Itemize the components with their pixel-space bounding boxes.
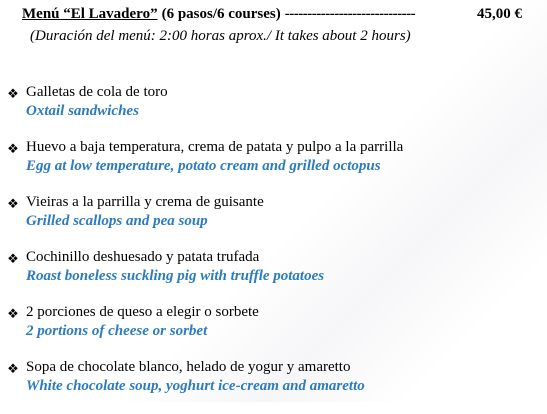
menu-duration: (Duración del menú: 2:00 horas aprox./ It takes about 2 hours) [30, 28, 411, 44]
course-name-spanish: Sopa de chocolate blanco, helado de yogur y amaretto [26, 359, 351, 375]
course-name-english: Grilled scallops and pea soup [26, 213, 208, 229]
course-name-spanish: Cochinillo deshuesado y patata trufada [26, 249, 260, 265]
diamond-bullet-icon: ❖ [7, 196, 19, 211]
diamond-bullet-icon: ❖ [7, 306, 19, 321]
course-name-spanish: Vieiras a la parrilla y crema de guisante [26, 194, 264, 210]
diamond-bullet-icon: ❖ [7, 141, 19, 156]
course-item [0, 139, 547, 194]
course-item [0, 249, 547, 304]
menu-steps: (6 pasos/6 courses) [161, 6, 281, 22]
course-name-english: Egg at low temperature, potato cream and grilled octopus [26, 158, 381, 174]
menu-leader-dashes: ----------------------------- [284, 6, 416, 22]
diamond-bullet-icon: ❖ [7, 86, 19, 101]
course-item [0, 194, 547, 249]
menu-header [22, 6, 530, 28]
diamond-bullet-icon: ❖ [7, 251, 19, 266]
course-name-spanish: Galletas de cola de toro [26, 84, 168, 100]
course-item [0, 304, 547, 359]
course-list [0, 84, 547, 414]
course-item [0, 84, 547, 139]
menu-price: 45,00 € [477, 6, 522, 22]
course-name-english: 2 portions of cheese or sorbet [26, 323, 208, 339]
course-name-english: White chocolate soup, yoghurt ice-cream and amaretto [26, 378, 365, 394]
course-name-english: Oxtail sandwiches [26, 103, 139, 119]
course-name-english: Roast boneless suckling pig with truffle potatoes [26, 268, 325, 284]
course-item [0, 359, 547, 414]
menu-title: Menú “El Lavadero” [22, 6, 158, 22]
course-name-spanish: Huevo a baja temperatura, crema de patata y pulpo a la parrilla [26, 139, 404, 155]
diamond-bullet-icon: ❖ [7, 361, 19, 376]
course-name-spanish: 2 porciones de queso a elegir o sorbete [26, 304, 259, 320]
